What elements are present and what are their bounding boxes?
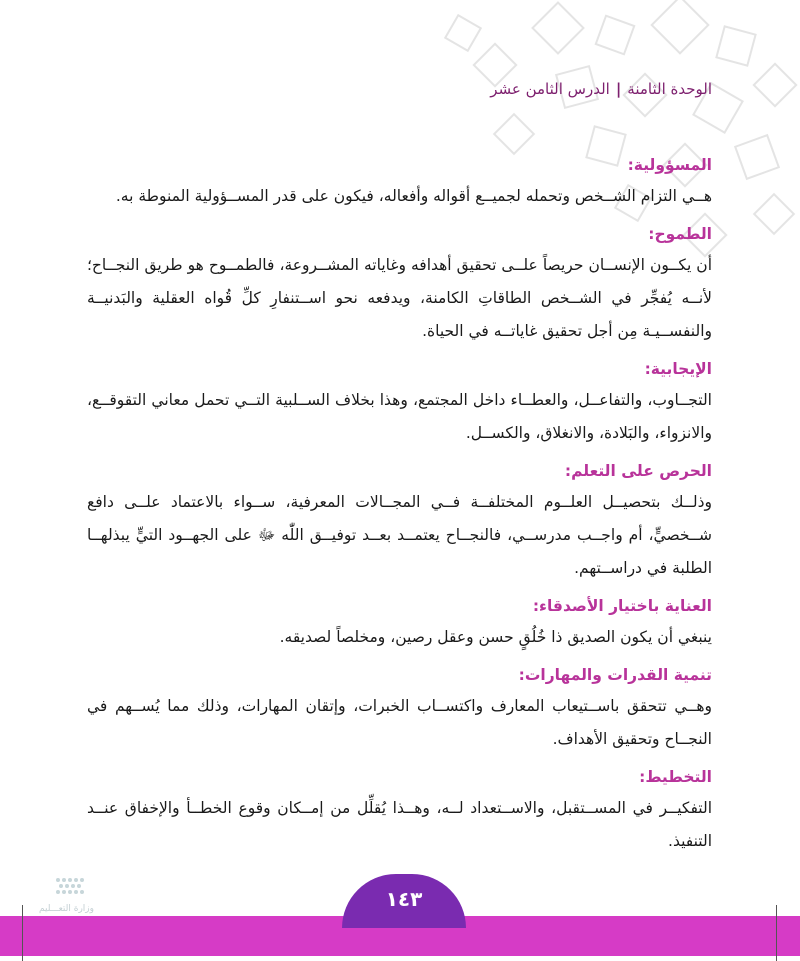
section-title: العناية باختيار الأصدقاء: bbox=[532, 597, 712, 615]
ministry-logo bbox=[14, 876, 94, 914]
crop-mark bbox=[22, 905, 23, 961]
section-title: الإيجابية: bbox=[644, 360, 712, 378]
section-ambition bbox=[87, 219, 712, 348]
section-responsibility bbox=[87, 150, 712, 213]
section-body: وهــي تتحقق باســتيعاب المعارف واكتســاب الخبرات، وإتقان المهارات، وذلك مما يُســهم في النجــاح وتحقيق الأهداف. bbox=[87, 697, 712, 748]
ministry-label: وزارة التعـــليم bbox=[38, 904, 94, 914]
section-choosing-friends bbox=[87, 591, 712, 654]
section-title: المسؤولية: bbox=[627, 156, 712, 174]
header-separator: | bbox=[615, 80, 622, 98]
section-body: ينبغي أن يكون الصديق ذا خُلُقٍ حسن وعقل رصين، ومخلصاً لصديقه. bbox=[279, 628, 712, 646]
section-title: الطموح: bbox=[648, 225, 712, 243]
section-body: التفكيــر في المســتقبل، والاســتعداد لــه، وهــذا يُقلِّل من إمــكان وقوع الخطــأ والإخفاق عنــد التنفيذ. bbox=[87, 799, 712, 850]
section-body: التجــاوب، والتفاعــل، والعطــاء داخل المجتمع، وهذا بخلاف الســلبية التــي تحمل معاني التقوقــع، والانزواء، والبَلادة، والانغلاق، والكســل. bbox=[87, 391, 712, 442]
page-body bbox=[87, 150, 712, 864]
section-eagerness-to-learn bbox=[87, 456, 712, 585]
section-body: هــي التزام الشــخص وتحمله لجميــع أقواله وأفعاله، فيكون على قدر المســؤولية المنوطة به. bbox=[115, 187, 712, 205]
section-title: التخطيط: bbox=[639, 768, 712, 786]
section-title: تنمية القدرات والمهارات: bbox=[518, 666, 712, 684]
section-positivity bbox=[87, 354, 712, 450]
section-developing-skills bbox=[87, 660, 712, 756]
section-body: وذلــك بتحصيــل العلــوم المختلفــة فــي المجــالات المعرفية، ســواء بالاعتماد علــى دافع شــخصيٍّ، أم واجــب مدرســي، فالنجــاح يعتمــد بعــد توفيــق اللّٰه ﷻ على الجهــود التيٍّ يبذلهــا الطلبة في دراســتهم. bbox=[87, 493, 712, 577]
section-title: الحرص على التعلم: bbox=[564, 462, 712, 480]
ministry-emblem-icon bbox=[14, 876, 94, 902]
unit-label: الوحدة الثامنة bbox=[627, 80, 712, 98]
lesson-label: الدرس الثامن عشر bbox=[490, 80, 610, 98]
crop-mark bbox=[776, 905, 777, 961]
section-planning bbox=[87, 762, 712, 858]
section-body: أن يكــون الإنســان حريصاً علــى تحقيق أهدافه وغاياته المشــروعة، فالطمــوح هو طريق النجــاح؛ لأنــه يُفجِّر في الشــخص الطاقاتِ الكامنة، ويدفعه نحو اســتنفارِ كلِّ قُواه العقلية والبَدنيــة والنفســيـة مِن أجل تحقيق غاياتــه في الحياة. bbox=[87, 256, 712, 340]
page-number: ١٤٣ bbox=[342, 874, 466, 928]
running-header bbox=[490, 80, 712, 98]
